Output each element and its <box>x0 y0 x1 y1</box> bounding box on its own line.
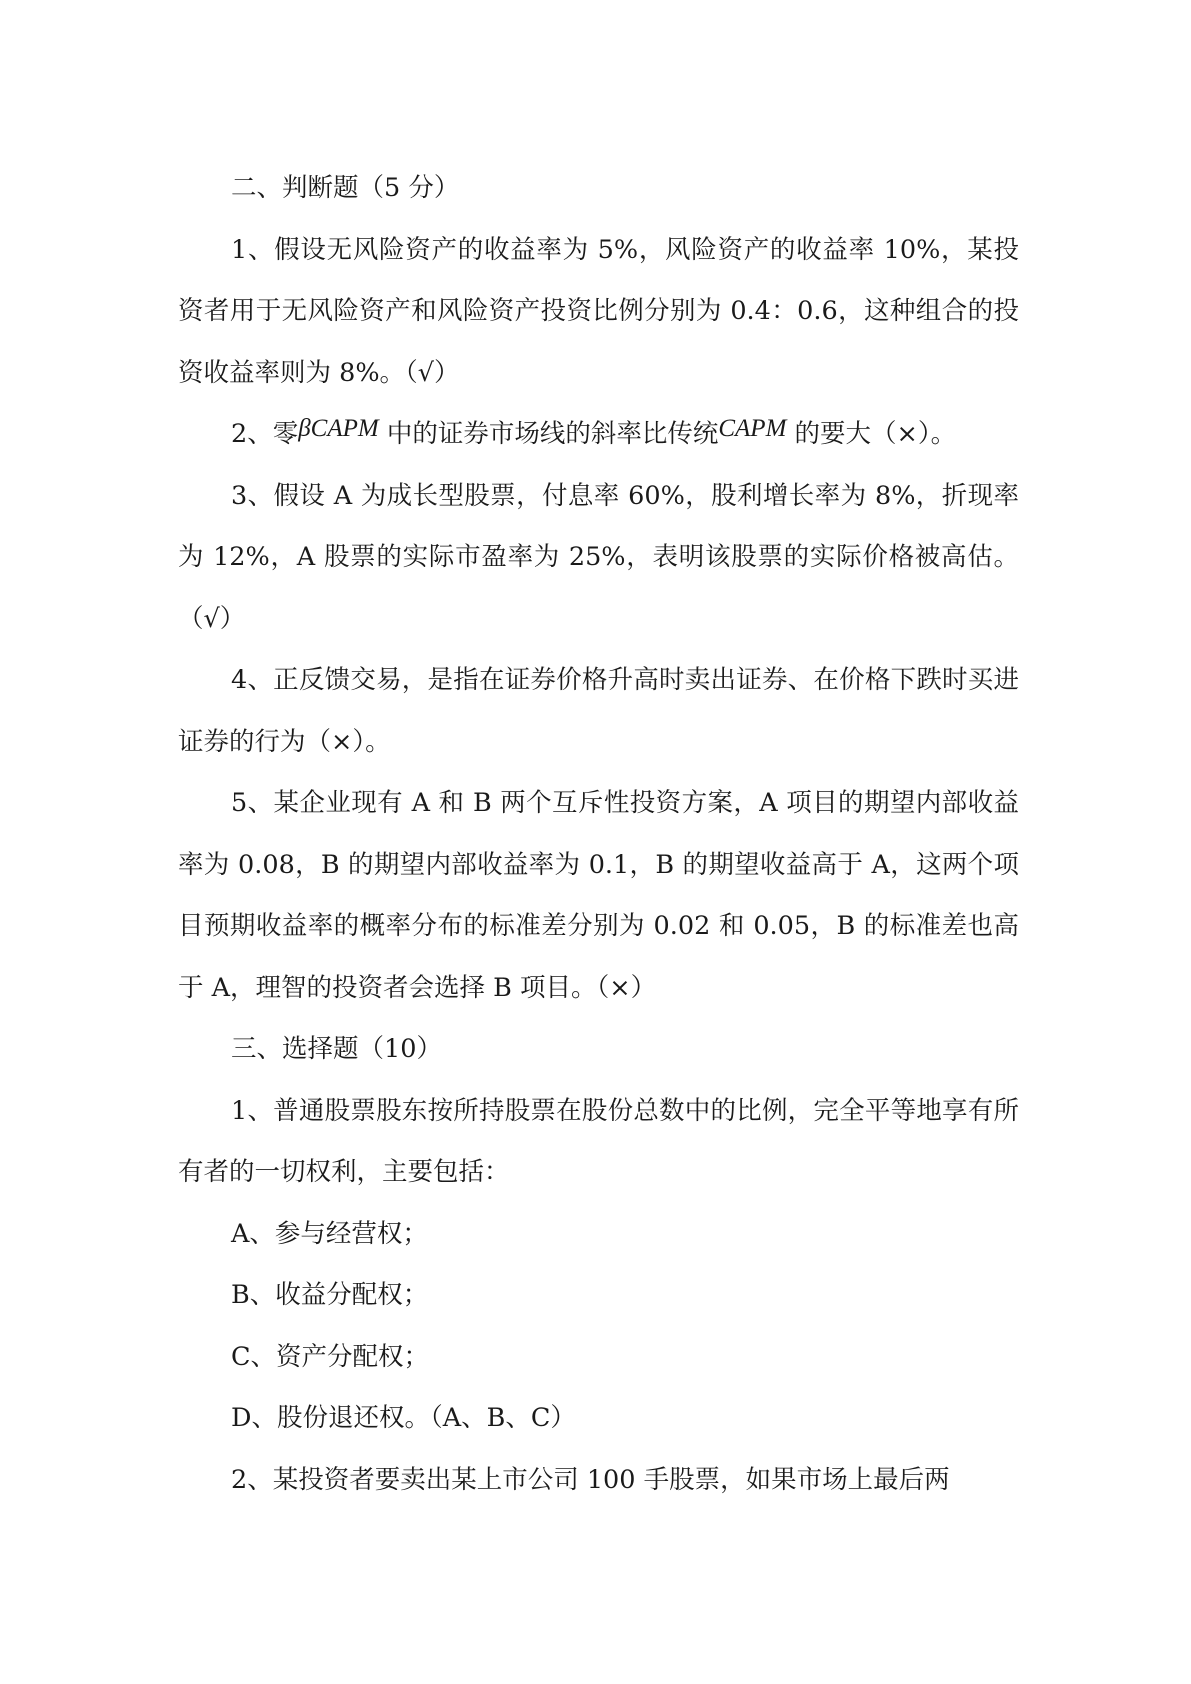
judge-question-2-text-b: 中的证券市场线的斜率比传统 <box>386 419 719 449</box>
judge-question-1: 1、假设无风险资产的收益率为 5%，风险资产的收益率 10%，某投资者用于无风险资产和风险资产投资比例分别为 0.4：0.6，这种组合的投资收益率则为 8%。（√） <box>178 234 1019 388</box>
judge-question-2 <box>178 404 1019 466</box>
judge-question-5: 5、某企业现有 A 和 B 两个互斥性投资方案，A 项目的期望内部收益率为 0.08，B 的期望内部收益率为 0.1，B 的期望收益高于 A，这两个项目预期收益率的概率分布的标准差分别为 0.02 和 0.05，B 的标准差也高于 A，理智的投资者会选择 B 项目。（×） <box>178 788 1019 1003</box>
judge-question-3: 3、假设 A 为成长型股票，付息率 60%，股利增长率为 8%，折现率为 12%，A 股票的实际市盈率为 25%，表明该股票的实际价格被高估。（√） <box>178 480 1019 634</box>
section-heading-judge: 二、判断题（5 分） <box>231 173 460 203</box>
judge-question-2-text-c: 的要大（×）。 <box>794 419 957 449</box>
math-beta-capm: βCAPM <box>298 415 379 442</box>
judge-question-2-text-a: 2、零 <box>231 419 299 449</box>
choice-option-c: C、资产分配权； <box>231 1341 430 1372</box>
judge-question-4: 4、正反馈交易，是指在证券价格升高时卖出证券、在价格下跌时买进证券的行为（×）。 <box>178 665 1019 757</box>
section-heading-choice: 三、选择题（10） <box>231 1034 442 1064</box>
choice-question-2: 2、某投资者要卖出某上市公司 100 手股票，如果市场上最后两 <box>231 1464 950 1495</box>
choice-option-b: B、收益分配权； <box>231 1280 429 1310</box>
choice-option-d: D、股份退还权。（A、B、C） <box>231 1403 576 1433</box>
choice-question-1: 1、普通股票股东按所持股票在股份总数中的比例，完全平等地享有所有者的一切权利，主要包括： <box>178 1095 1019 1187</box>
choice-option-a: A、参与经营权； <box>231 1218 428 1249</box>
math-capm: CAPM <box>718 415 787 442</box>
